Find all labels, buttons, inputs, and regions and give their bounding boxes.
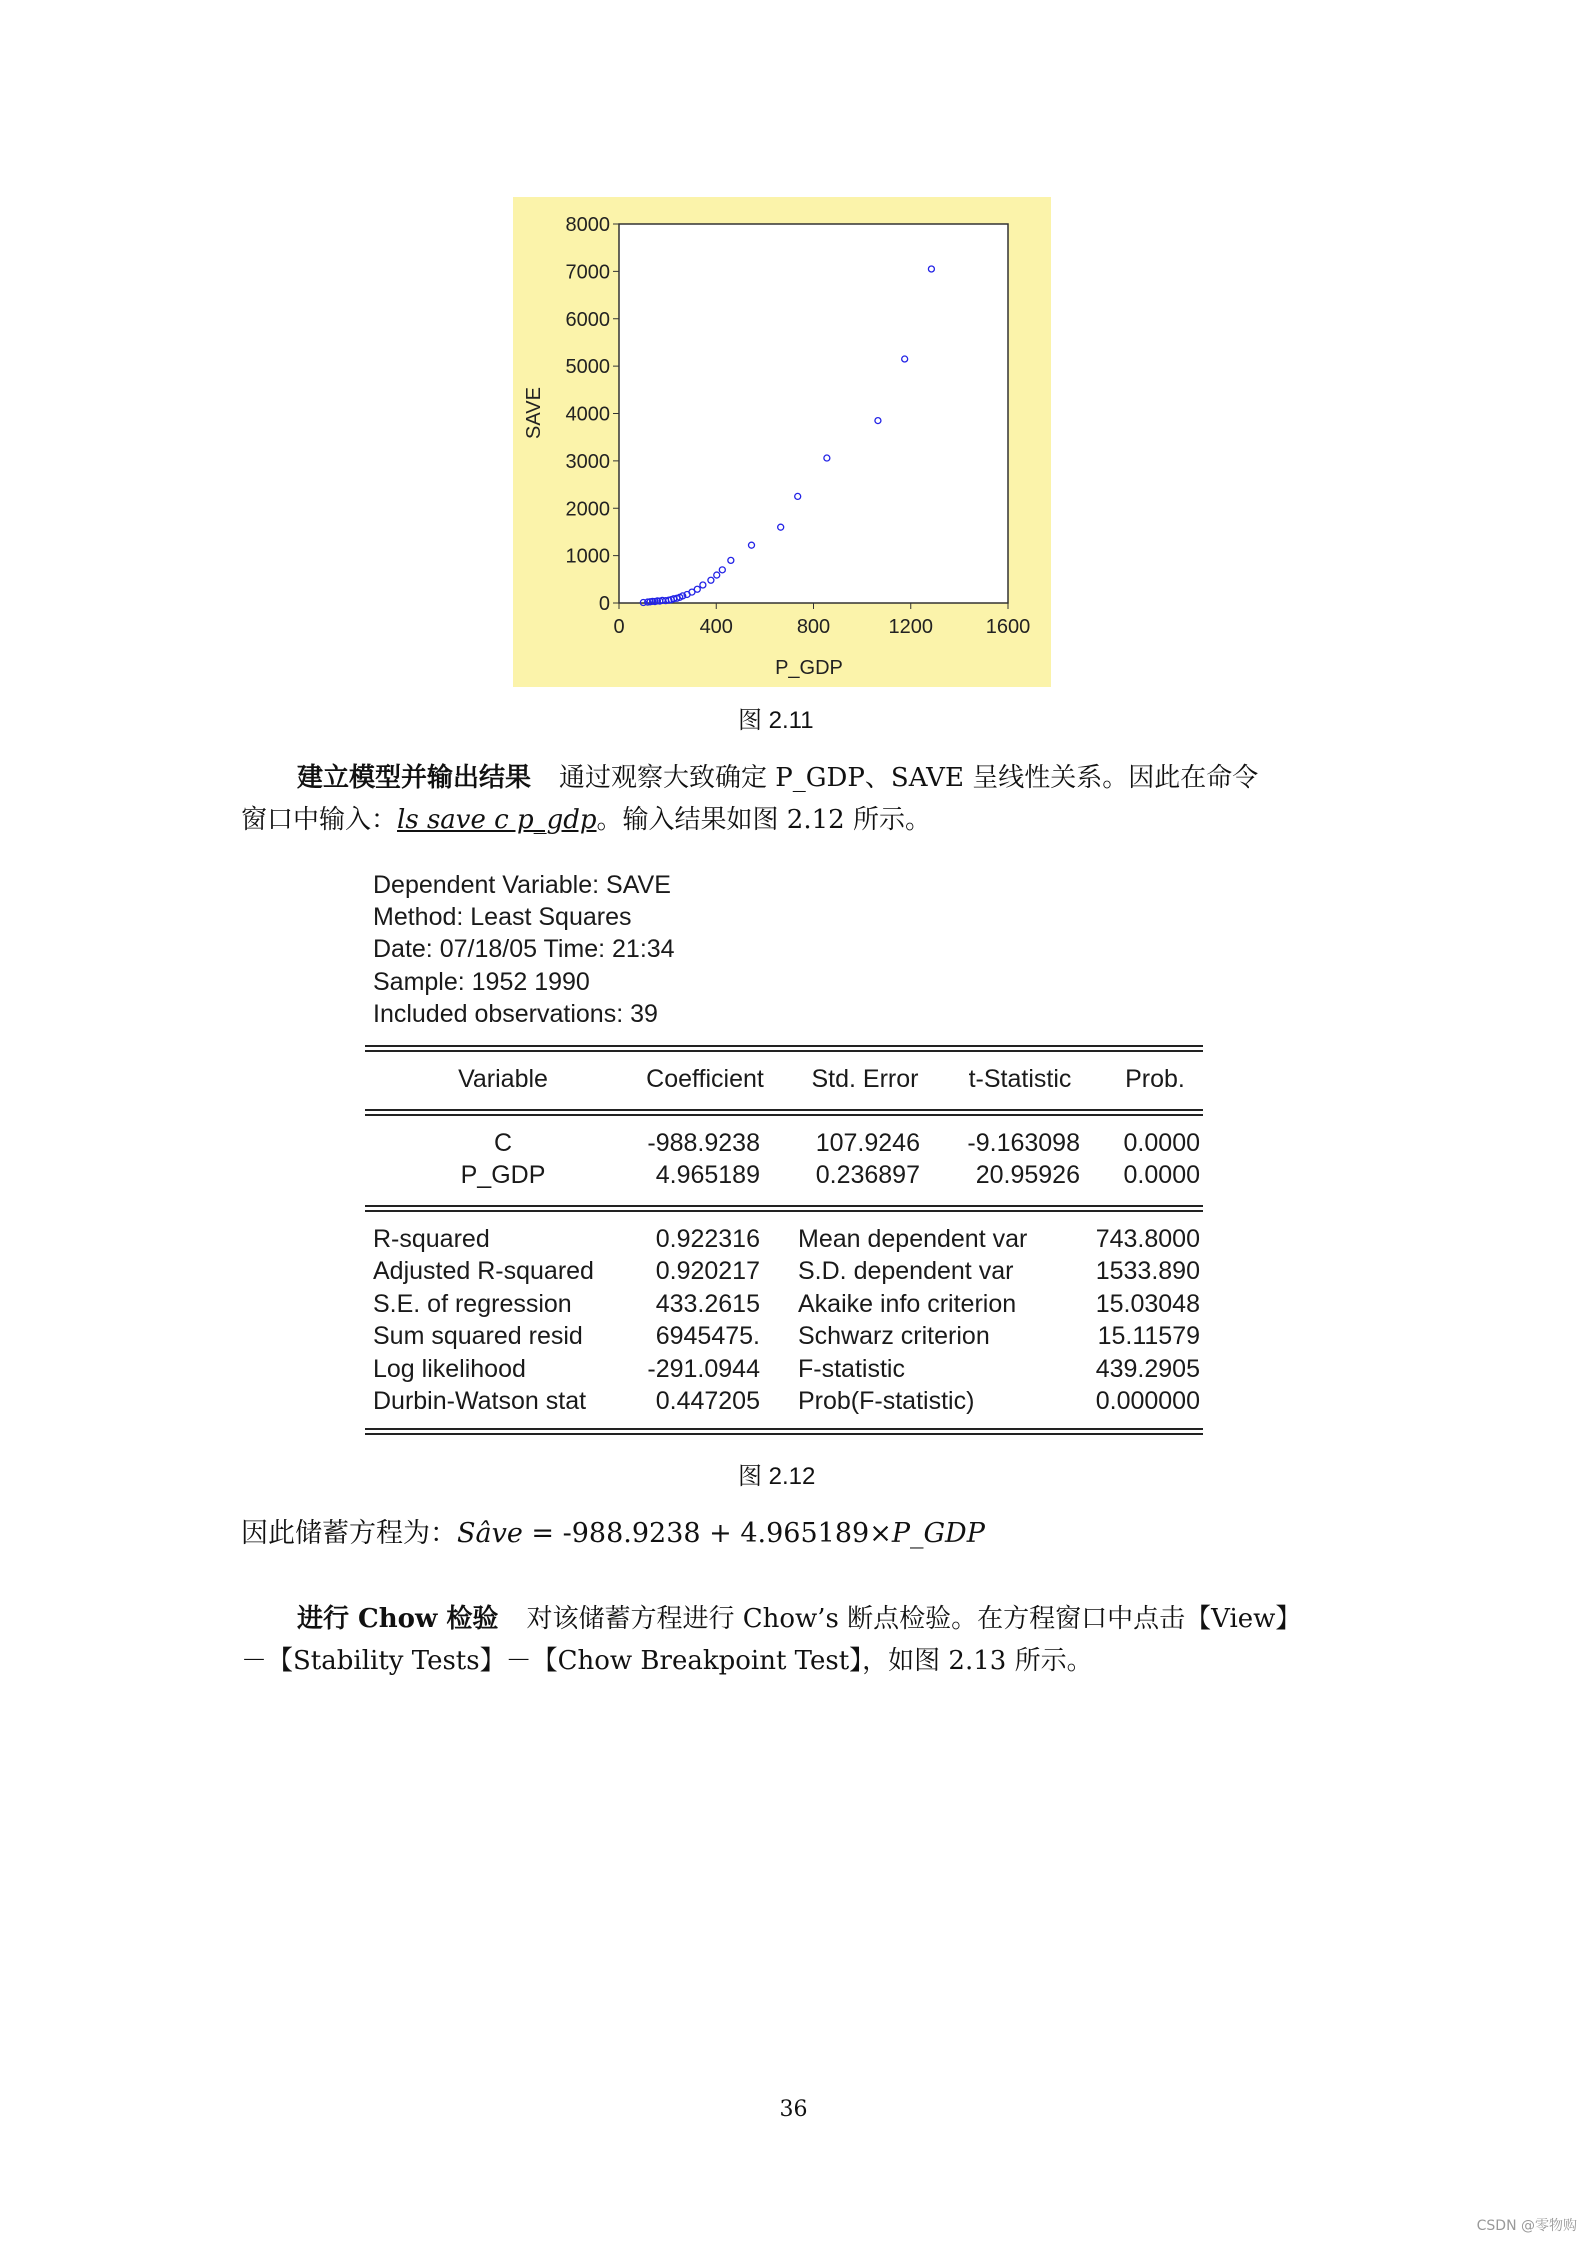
header-line-2: Method: Least Squares — [373, 903, 632, 931]
page-number: 36 — [779, 2097, 808, 2122]
y-tick-label: 0 — [598, 593, 610, 615]
stats-row-stat-value2: 0.000000 — [1095, 1387, 1200, 1415]
rule — [365, 1433, 1203, 1435]
rule — [365, 1045, 1203, 1047]
stats-row-stat-value: 0.922316 — [655, 1225, 760, 1253]
scatter-plot-svg — [513, 197, 1051, 687]
stats-row-stat-label: Sum squared resid — [373, 1322, 583, 1350]
col-header-std-error: Std. Error — [811, 1065, 919, 1093]
stats-row-stat-value2: 439.2905 — [1095, 1355, 1200, 1383]
paragraph-heading: 建立模型并输出结果 — [297, 763, 532, 793]
stats-row-stat-value: -291.0944 — [647, 1355, 760, 1383]
table-row-c-std-error: 107.9246 — [815, 1129, 920, 1157]
x-axis-label: P_GDP — [775, 657, 843, 679]
rule — [365, 1114, 1203, 1116]
table-row-pgdp-prob: 0.0000 — [1123, 1161, 1200, 1189]
table-row-c-coefficient: -988.9238 — [647, 1129, 760, 1157]
rule — [365, 1210, 1203, 1212]
stats-row-stat-label2: Akaike info criterion — [798, 1290, 1017, 1318]
header-line-4: Sample: 1952 1990 — [373, 968, 590, 996]
y-axis-label: SAVE — [523, 387, 545, 439]
col-header-coefficient: Coefficient — [646, 1065, 764, 1093]
rule — [365, 1428, 1203, 1430]
x-tick-label: 1200 — [888, 616, 933, 638]
stats-row-stat-label2: Mean dependent var — [798, 1225, 1028, 1253]
y-tick-label: 4000 — [565, 403, 610, 426]
x-tick-label: 0 — [613, 616, 625, 638]
equation-lhs: Sâve — [457, 1518, 523, 1549]
paragraph-chow-test — [241, 1598, 1341, 1682]
paragraph-text-1: 通过观察大致确定 P_GDP、SAVE 呈线性关系。因此在命令 — [559, 763, 1259, 793]
equation-variable: P_GDP — [891, 1518, 985, 1549]
table-row-c-variable: C — [493, 1129, 513, 1157]
stats-row-stat-label: R-squared — [373, 1225, 490, 1253]
rule — [365, 1109, 1203, 1111]
stats-row-stat-value2: 15.11579 — [1097, 1322, 1200, 1350]
stats-row-stat-label2: Prob(F-statistic) — [798, 1387, 975, 1415]
rule — [365, 1205, 1203, 1207]
stats-row-stat-value: 6945475. — [655, 1322, 760, 1350]
paragraph-build-model — [241, 757, 1341, 841]
figure-caption-2-11: 图 2.11 — [738, 707, 814, 734]
y-tick-label: 2000 — [565, 498, 610, 521]
header-line-1: Dependent Variable: SAVE — [373, 871, 671, 899]
table-row-pgdp-std-error: 0.236897 — [815, 1161, 920, 1189]
col-header-variable: Variable — [458, 1065, 548, 1093]
paragraph-text-2: 窗口中输入： — [241, 805, 398, 835]
equation-rhs: = -988.9238 + 4.965189× — [522, 1518, 892, 1549]
y-tick-label: 7000 — [565, 261, 610, 284]
paragraph-text-3: 。输入结果如图 2.12 所示。 — [596, 805, 931, 835]
y-tick-label: 3000 — [565, 450, 610, 473]
paragraph-heading: 进行 Chow 检验 — [297, 1604, 499, 1634]
plot-area — [619, 224, 1008, 603]
paragraph-text-1: 对该储蓄方程进行 Chow’s 断点检验。在方程窗口中点击【View】 — [526, 1604, 1302, 1634]
x-tick-label: 800 — [796, 616, 831, 638]
y-tick-label: 6000 — [565, 308, 610, 331]
col-header-prob: Prob. — [1125, 1065, 1185, 1093]
table-row-c-t-statistic: -9.163098 — [967, 1129, 1080, 1157]
stats-row-stat-value: 433.2615 — [655, 1290, 760, 1318]
stats-row-stat-value2: 1533.890 — [1095, 1257, 1200, 1285]
stats-row-stat-value: 0.920217 — [655, 1257, 760, 1285]
stats-row-stat-label: Adjusted R-squared — [373, 1257, 594, 1285]
watermark: CSDN @零物购 — [1476, 2218, 1577, 2234]
header-line-5: Included observations: 39 — [373, 1000, 658, 1028]
command-text: ls save c p_gdp — [397, 805, 597, 835]
stats-row-stat-label2: Schwarz criterion — [798, 1322, 990, 1350]
table-row-pgdp-t-statistic: 20.95926 — [975, 1161, 1080, 1189]
stats-row-stat-label2: S.D. dependent var — [798, 1257, 1014, 1285]
scatter-chart — [513, 197, 1051, 687]
x-tick-label: 400 — [699, 616, 733, 638]
equation-prefix: 因此储蓄方程为： — [241, 1518, 457, 1549]
y-tick-label: 5000 — [565, 356, 610, 379]
stats-row-stat-label: Durbin-Watson stat — [373, 1387, 587, 1415]
stats-row-stat-value2: 15.03048 — [1095, 1290, 1200, 1318]
stats-row-stat-value2: 743.8000 — [1095, 1225, 1200, 1253]
table-row-c-prob: 0.0000 — [1123, 1129, 1200, 1157]
equation-line — [241, 1513, 1341, 1555]
y-tick-label: 1000 — [565, 545, 610, 568]
paragraph-text-2: －【Stability Tests】－【Chow Breakpoint Test】，如图 2.13 所示。 — [241, 1646, 1093, 1676]
stats-row-stat-label: S.E. of regression — [373, 1290, 572, 1318]
stats-row-stat-label2: F-statistic — [798, 1355, 905, 1383]
figure-caption-2-12: 图 2.12 — [738, 1463, 816, 1490]
col-header-t-statistic: t-Statistic — [968, 1065, 1072, 1093]
table-row-pgdp-variable: P_GDP — [460, 1161, 546, 1189]
rule — [365, 1050, 1203, 1052]
table-row-pgdp-coefficient: 4.965189 — [655, 1161, 760, 1189]
header-line-3: Date: 07/18/05 Time: 21:34 — [373, 935, 675, 963]
stats-row-stat-label: Log likelihood — [373, 1355, 526, 1383]
x-tick-label: 1600 — [985, 616, 1031, 638]
stats-row-stat-value: 0.447205 — [655, 1387, 760, 1415]
y-tick-label: 8000 — [565, 214, 610, 236]
